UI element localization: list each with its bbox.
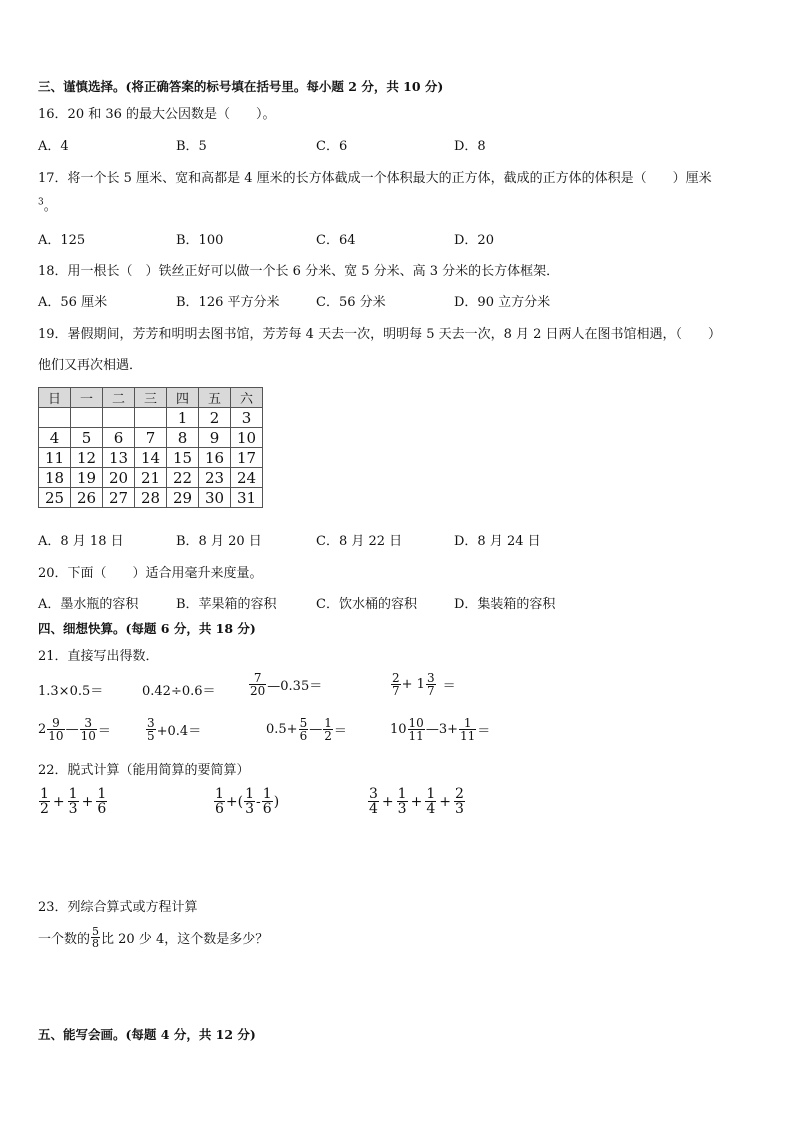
calendar-header: 四	[167, 388, 199, 408]
calendar-cell: 14	[135, 448, 167, 468]
calendar-cell: 17	[231, 448, 263, 468]
calendar-cell: 28	[135, 488, 167, 508]
q19-option-b[interactable]: B．8 月 20 日	[176, 534, 262, 549]
calendar-cell: 9	[199, 428, 231, 448]
question-17-stem: 17．将一个长 5 厘米、宽和高都是 4 厘米的长方体截成一个体积最大的正方体，截成的正方体的体积是（ ）厘米	[38, 171, 712, 186]
q18-option-b[interactable]: B．126 平方分米	[176, 295, 280, 310]
calendar-cell: 26	[71, 488, 103, 508]
q16-option-c[interactable]: C．6	[316, 139, 348, 154]
calendar-cell: 6	[103, 428, 135, 448]
question-16-stem: 16．20 和 36 的最大公因数是（ ）。	[38, 107, 276, 122]
q19-option-a[interactable]: A．8 月 18 日	[38, 534, 124, 549]
calendar-cell: 2	[199, 408, 231, 428]
q21-expr-6: $\frac{3}{5}$ +0.4＝	[147, 716, 202, 743]
q17-option-c[interactable]: C．64	[316, 233, 356, 248]
calendar-header: 日	[39, 388, 71, 408]
calendar-cell	[71, 408, 103, 428]
calendar-cell: 7	[135, 428, 167, 448]
calendar-cell: 30	[199, 488, 231, 508]
question-19-stem-cont: 他们又再次相遇．	[38, 358, 143, 373]
question-23-stem: 23．列综合算式或方程计算	[38, 900, 198, 915]
calendar-cell: 11	[39, 448, 71, 468]
calendar-cell: 31	[231, 488, 263, 508]
q21-expr-4: $\frac{2}{7}$ + 1 $\frac{3}{7}$ ＝	[392, 671, 456, 698]
q17-option-a[interactable]: A．125	[38, 233, 86, 248]
q21-expr-7: 0.5+ $\frac{5}{6}$ — $\frac{1}{2}$ ＝	[266, 716, 347, 743]
q21-expr-3: $\frac{7}{20}$ —0.35＝	[250, 671, 323, 698]
calendar-header: 六	[231, 388, 263, 408]
question-18-stem: 18．用一根长（ ）铁丝正好可以做一个长 6 分米、宽 5 分米、高 3 分米的长方体框架．	[38, 264, 560, 279]
calendar-header: 二	[103, 388, 135, 408]
calendar-header: 五	[199, 388, 231, 408]
calendar-cell: 3	[231, 408, 263, 428]
q20-option-c[interactable]: C．饮水桶的容积	[316, 597, 417, 612]
q16-option-d[interactable]: D．8	[454, 139, 486, 154]
question-20-stem: 20．下面（ ）适合用毫升来度量。	[38, 566, 263, 581]
calendar-cell: 18	[39, 468, 71, 488]
august-calendar	[38, 387, 263, 508]
q19-option-c[interactable]: C．8 月 22 日	[316, 534, 403, 549]
calendar-cell: 23	[199, 468, 231, 488]
question-17-stem-cont: $^3$。	[38, 197, 57, 214]
question-19-stem: 19．暑假期间，芳芳和明明去图书馆，芳芳每 4 天去一次，明明每 5 天去一次，8 月 2 日两人在图书馆相遇，（ ）	[38, 327, 722, 342]
calendar-cell	[39, 408, 71, 428]
q20-option-b[interactable]: B．苹果箱的容积	[176, 597, 277, 612]
q22-expr-a: $\frac{1}{2}$ + $\frac{1}{3}$ + $\frac{1}{6}$	[40, 786, 107, 817]
calendar-cell: 21	[135, 468, 167, 488]
calendar-cell: 10	[231, 428, 263, 448]
calendar-cell: 24	[231, 468, 263, 488]
calendar-cell: 19	[71, 468, 103, 488]
q21-expr-1: 1.3×0.5＝	[38, 684, 104, 699]
calendar-cell: 12	[71, 448, 103, 468]
question-22-stem: 22．脱式计算（能用简算的要简算）	[38, 763, 250, 778]
section-3-title: 三、谨慎选择。(将正确答案的标号填在括号里。每小题 2 分，共 10 分)	[38, 79, 444, 94]
calendar-cell: 20	[103, 468, 135, 488]
q18-option-c[interactable]: C．56 分米	[316, 295, 386, 310]
question-23-body: 一个数的 $\frac{5}{8}$ 比 20 少 4，这个数是多少？	[38, 925, 269, 950]
q22-expr-b: $\frac{1}{6}$ +( $\frac{1}{3}$ - $\frac{1}{6}$ )	[215, 786, 280, 817]
section-4-title: 四、细想快算。(每题 6 分，共 18 分)	[38, 621, 256, 636]
q21-expr-5: 2 $\frac{9}{10}$ — $\frac{3}{10}$ ＝	[38, 716, 111, 743]
calendar-cell: 16	[199, 448, 231, 468]
calendar-cell: 13	[103, 448, 135, 468]
calendar-cell: 5	[71, 428, 103, 448]
calendar-cell	[135, 408, 167, 428]
calendar-cell: 27	[103, 488, 135, 508]
calendar-cell: 4	[39, 428, 71, 448]
q20-option-d[interactable]: D．集装箱的容积	[454, 597, 556, 612]
q22-expr-c: $\frac{3}{4}$ + $\frac{1}{3}$ + $\frac{1}{4}$ + $\frac{2}{3}$	[369, 786, 464, 817]
q20-option-a[interactable]: A．墨水瓶的容积	[38, 597, 139, 612]
q18-option-a[interactable]: A．56 厘米	[38, 295, 108, 310]
calendar-cell: 22	[167, 468, 199, 488]
q21-expr-8: 10 $\frac{10}{11}$ —3+ $\frac{1}{11}$ ＝	[390, 716, 491, 743]
q16-option-a[interactable]: A．4	[38, 139, 69, 154]
q17-option-d[interactable]: D．20	[454, 233, 494, 248]
calendar-header: 一	[71, 388, 103, 408]
q21-expr-2: 0.42÷0.6＝	[142, 684, 216, 699]
calendar-header: 三	[135, 388, 167, 408]
q16-option-b[interactable]: B．5	[176, 139, 207, 154]
q19-option-d[interactable]: D．8 月 24 日	[454, 534, 541, 549]
calendar-cell: 25	[39, 488, 71, 508]
calendar-cell: 15	[167, 448, 199, 468]
calendar-cell: 8	[167, 428, 199, 448]
calendar-cell: 1	[167, 408, 199, 428]
calendar-cell	[103, 408, 135, 428]
calendar-cell: 29	[167, 488, 199, 508]
section-5-title: 五、能写会画。(每题 4 分，共 12 分)	[38, 1027, 256, 1042]
q17-option-b[interactable]: B．100	[176, 233, 224, 248]
question-21-stem: 21．直接写出得数．	[38, 649, 159, 664]
q18-option-d[interactable]: D．90 立方分米	[454, 295, 551, 310]
